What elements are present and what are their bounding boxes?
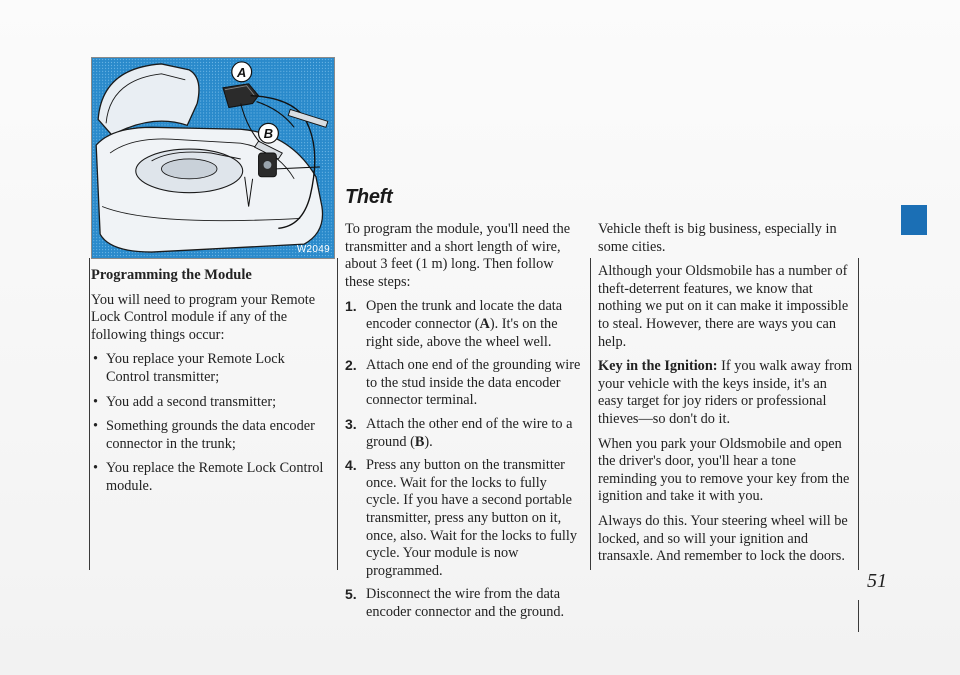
step-number: 2.: [345, 357, 357, 374]
left-column: [91, 267, 331, 503]
step-text-end: ).: [424, 433, 433, 450]
key-ignition-text: If you walk away from your vehicle with the keys inside, it's an easy target for joy riders or professional thieves—so don't do it.: [598, 358, 853, 427]
callout-a: A: [237, 64, 247, 80]
step-callout: A: [479, 315, 490, 332]
page-number-rule: [858, 600, 859, 632]
step-item: [345, 298, 583, 351]
steps-intro: To program the module, you'll need the transmitter and a short length of wire, about 3 feet (1 m) long. Then follow these steps:: [345, 221, 571, 290]
theft-paragraph: Vehicle theft is big business, especially in some cities.: [598, 221, 837, 255]
list-item: • You replace the Remote Lock Control module.: [91, 460, 331, 495]
step-text: Open the trunk and locate the data encoder connector (: [366, 298, 563, 332]
step-item: [345, 416, 583, 451]
step-text: Press any button on the transmitter once. Wait for the locks to fully cycle. If you have a second portable transmitter, press any button on it, once, also. Wait for the locks to fully cycle. Your module is now programmed.: [366, 457, 578, 579]
list-item: • Something grounds the data encoder connector in the trunk;: [91, 418, 331, 453]
trunk-illustration-drawing: [92, 58, 334, 258]
page-number: 51: [867, 570, 887, 592]
list-item: • You add a second transmitter;: [91, 394, 331, 412]
key-ignition-label: Key in the Ignition:: [598, 358, 718, 375]
steps-list: [345, 298, 583, 621]
theft-paragraph: Although your Oldsmobile has a number of theft-deterrent features, we know that nothing we put on it can make it impossible to steal. However, there are ways you can help.: [598, 263, 849, 350]
column-rule-right-upper: [590, 258, 591, 570]
trunk-illustration: [91, 57, 335, 259]
step-text: Attach one end of the grounding wire to the stud inside the data encoder connector terminal.: [366, 357, 581, 409]
key-ignition-paragraph: [598, 358, 854, 428]
column-rule-left: [89, 258, 90, 570]
list-item: • You replace your Remote Lock Control transmitter;: [91, 351, 331, 386]
condition-list: [91, 351, 331, 495]
step-number: 3.: [345, 415, 357, 432]
middle-column: [345, 221, 583, 627]
callout-b: B: [263, 126, 274, 142]
step-item: [345, 586, 583, 621]
step-number: 1.: [345, 298, 357, 315]
step-text: Attach the other end of the wire to a ground (: [366, 415, 573, 450]
figure-code: W2049: [296, 244, 330, 255]
theft-paragraph: When you park your Oldsmobile and open the driver's door, you'll hear a tone reminding you to remove your key from the ignition and take it with you.: [598, 435, 850, 505]
step-callout: B: [414, 433, 425, 450]
step-text-end: ). It's on the right side, above the wheel well.: [366, 315, 558, 350]
section-tab: [901, 205, 927, 235]
column-rule-middle: [337, 258, 338, 570]
step-number: 5.: [345, 586, 357, 603]
step-text: Disconnect the wire from the data encoder connector and the ground.: [366, 586, 565, 620]
step-item: [345, 357, 583, 410]
column-rule-far-right: [858, 258, 859, 570]
right-column: [598, 221, 854, 573]
theft-paragraph: Always do this. Your steering wheel will be locked, and so will your ignition and transaxle. And remember to lock the doors.: [598, 512, 848, 565]
step-item: [345, 457, 583, 580]
programming-heading: Programming the Module: [91, 267, 252, 283]
programming-intro: You will need to program your Remote Lock Control module if any of the following things occur:: [91, 291, 316, 343]
theft-title: Theft: [345, 186, 393, 208]
step-number: 4.: [345, 457, 357, 474]
